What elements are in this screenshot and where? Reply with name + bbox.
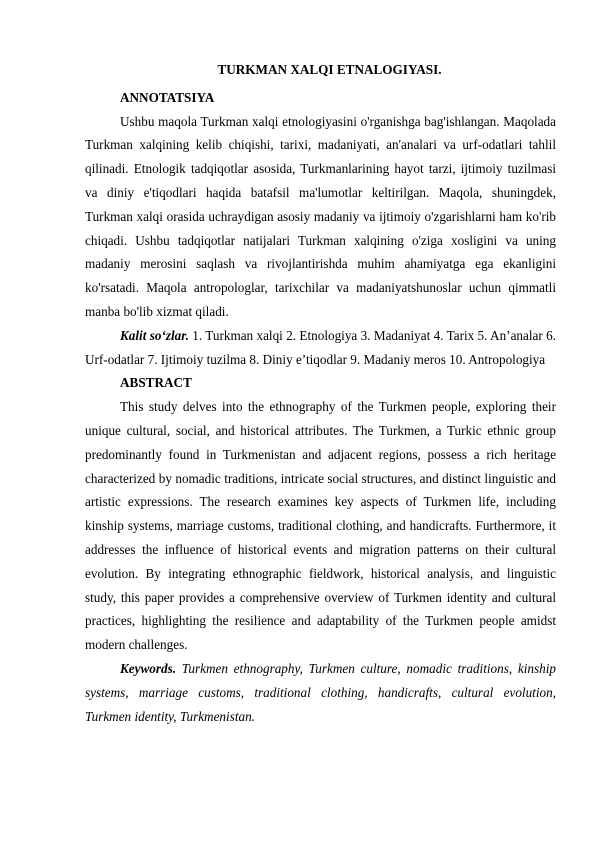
annotation-keywords	[85, 324, 556, 372]
paper-title: TURKMAN XALQI ETNALOGIYASI.	[217, 62, 442, 77]
annotation-heading: ANNOTATSIYA	[120, 89, 215, 105]
annotation-body: Ushbu maqola Turkman xalqi etnologiyasini o'rganishga bag'ishlangan. Maqolada Turkman xalqining kelib chiqishi, tarixi, madaniyati, an'analari va urf-odatlari tahlil qilinadi. Etnologik tadqiqotlar asosida, Turkmanlarining hayot tarzi, ijtimoiy tuzilmasi va diniy e'tiqodlari haqida batafsil ma'lumotlar keltirilgan. Maqola, shuningdek, Turkman xalqi orasida uchraydigan asosiy madaniy va ijtimoiy o'zgarishlarni ham ko'rib chiqadi. Ushbu tadqiqotlar natijalari Turkman xalqining o'ziga xosligini va uning madaniy merosini saqlash va rivojlantirishda muhim ahamiyatga ega ekanligini ko'rsatadi. Maqola antropologlar, tarixchilar va madaniyatshunoslar uchun qimmatli manba bo'lib xizmat qiladi.	[85, 113, 556, 319]
annotation-keywords-list: 1. Turkman xalqi 2. Etnologiya 3. Madaniyat 4. Tarix 5. An’analar 6. Urf-odatlar 7. Ijtimoiy tuzilma 8. Diniy e’tiqodlar 9. Madaniy meros 10. Antropologiya	[85, 327, 557, 367]
abstract-keywords-label: Keywords.	[120, 660, 177, 676]
abstract-heading: ABSTRACT	[120, 375, 192, 391]
abstract-body: This study delves into the ethnography of the Turkmen people, exploring their unique cultural, social, and historical attributes. The Turkmen, a Turkic ethnic group predominantly found in Turkmenistan and adjacent regions, possess a rich heritage characterized by nomadic traditions, intricate social structures, and distinct linguistic and artistic expressions. The research examines key aspects of Turkmen life, including kinship systems, marriage customs, traditional clothing, and handicrafts. Furthermore, it addresses the influence of historical events and migration patterns on their cultural evolution. By integrating ethnographic fieldwork, historical analysis, and linguistic study, this paper provides a comprehensive overview of Turkmen identity and cultural practices, highlighting the resilience and adaptability of the Turkmen people amidst modern challenges.	[85, 399, 556, 653]
paper-page	[85, 58, 556, 728]
abstract-keywords	[85, 657, 556, 728]
abstract-keywords-list: Turkmen ethnography, Turkmen culture, nomadic traditions, kinship systems, marriage customs, traditional clothing, handicrafts, cultural evolution, Turkmen identity, Turkmenistan.	[85, 660, 556, 724]
annotation-keywords-label: Kalit so‘zlar.	[120, 327, 189, 343]
